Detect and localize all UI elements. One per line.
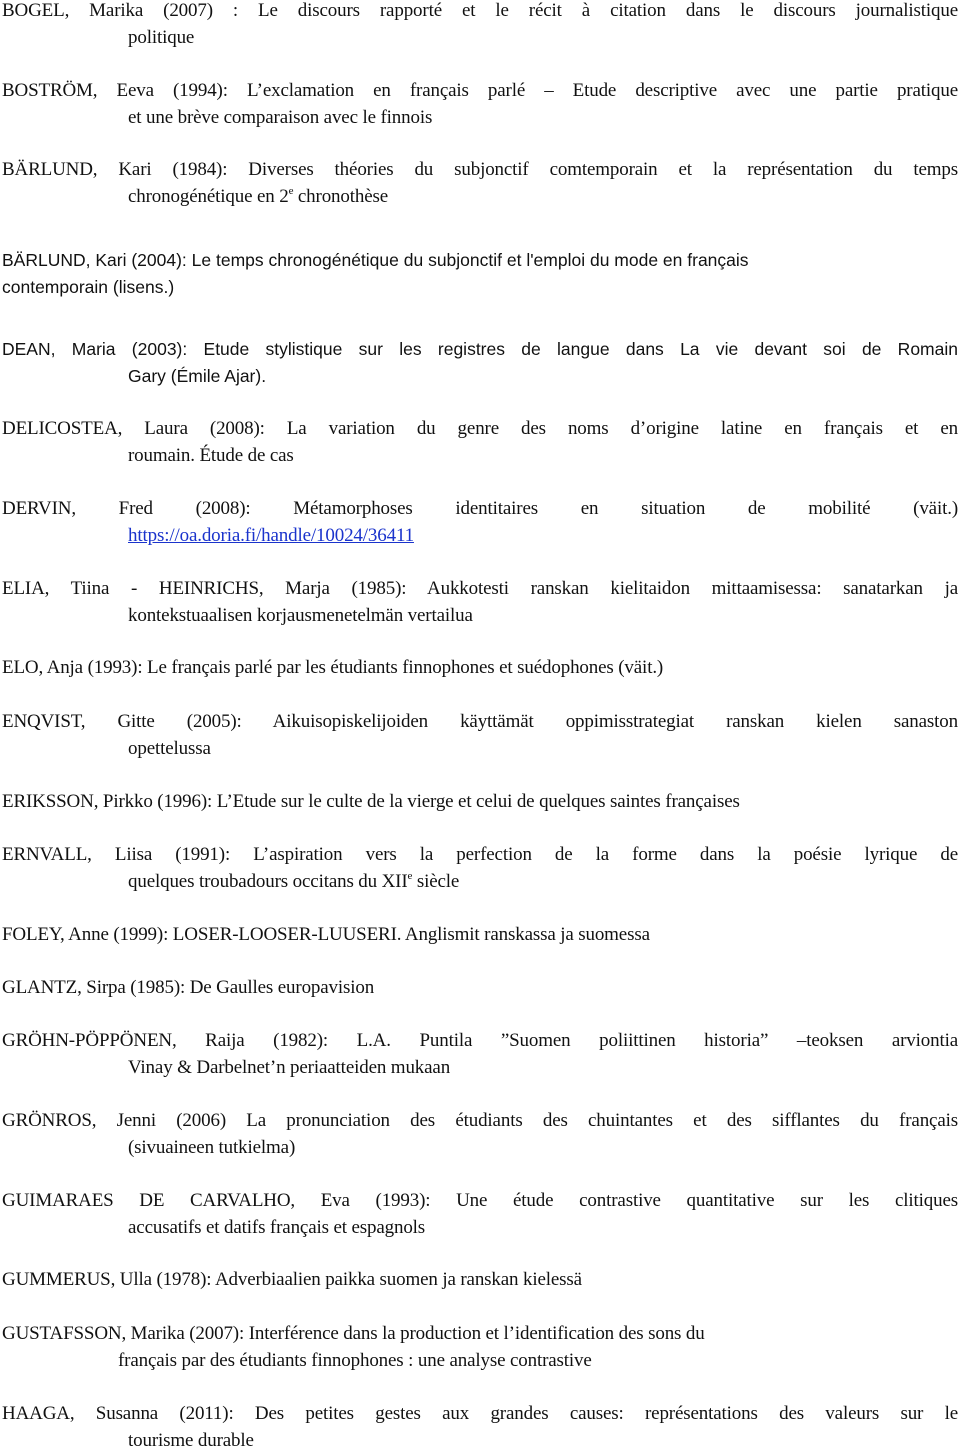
bibliography-entry <box>0 710 960 770</box>
entry-line: HAAGA, Susanna (2011): Des petites gestes aux grandes causes: représentations des valeurs sur le <box>2 1403 958 1424</box>
bibliography-entry <box>0 790 960 850</box>
entry-continuation: tourisme durable <box>128 1430 254 1451</box>
entry-line: GLANTZ, Sirpa (1985): De Gaulles europavision <box>2 977 375 998</box>
entry-line: GUMMERUS, Ulla (1978): Adverbiaalien paikka suomen ja ranskan kielessä <box>2 1269 582 1290</box>
bibliography-entry <box>0 976 960 1036</box>
thesis-link[interactable]: https://oa.doria.fi/handle/10024/36411 <box>128 525 414 546</box>
entry-continuation: accusatifs et datifs français et espagnols <box>128 1217 426 1238</box>
entry-text: quelques troubadours occitans du XII <box>128 871 408 892</box>
entry-line: DELICOSTEA, Laura (2008): La variation du genre des noms d’origine latine en français et en <box>2 418 958 439</box>
bibliography-entry <box>0 1268 960 1328</box>
bibliography-entry <box>0 1029 960 1089</box>
bibliography-entry <box>0 1322 960 1382</box>
bibliography-entry <box>0 158 960 218</box>
entry-line: DERVIN, Fred (2008): Métamorphoses identitaires en situation de mobilité (väit.) <box>2 498 958 519</box>
entry-line: ERIKSSON, Pirkko (1996): L’Etude sur le culte de la vierge et celui de quelques saintes françaises <box>2 791 740 812</box>
entry-line: FOLEY, Anne (1999): LOSER-LOOSER-LUUSERI. Anglismit ranskassa ja suomessa <box>2 924 650 945</box>
entry-continuation: opettelussa <box>128 738 211 759</box>
bibliography-entry <box>0 1402 960 1449</box>
entry-text: chronothèse <box>293 186 389 207</box>
entry-continuation <box>128 524 414 548</box>
entry-continuation: contemporain (lisens.) <box>2 277 175 297</box>
entry-text: chronogénétique en 2 <box>128 186 289 207</box>
entry-line: GUSTAFSSON, Marika (2007): Interférence dans la production et l’identification des sons du <box>2 1323 705 1344</box>
entry-line: GRÖNROS, Jenni (2006) La pronunciation des étudiants des chuintantes et des sifflantes du français <box>2 1110 958 1131</box>
bibliography-entry <box>0 1189 960 1249</box>
entry-continuation: (sivuaineen tutkielma) <box>128 1137 296 1158</box>
entry-continuation: français par des étudiants finnophones : une analyse contrastive <box>118 1350 592 1371</box>
bibliography-entry <box>0 417 960 477</box>
entry-continuation <box>128 870 459 894</box>
bibliography-entry <box>0 1109 960 1169</box>
entry-line: BOGEL, Marika (2007) : Le discours rapporté et le récit à citation dans le discours journalistique <box>2 0 958 21</box>
entry-line: ENQVIST, Gitte (2005): Aikuisopiskelijoiden käyttämät oppimisstrategiat ranskan kielen sanaston <box>2 711 958 732</box>
entry-continuation: kontekstuaalisen korjausmenetelmän vertailua <box>128 605 473 626</box>
entry-line: ELIA, Tiina - HEINRICHS, Marja (1985): Aukkotesti ranskan kielitaidon mittaamisessa: sanatarkan ja <box>2 578 958 599</box>
entry-line: ERNVALL, Liisa (1991): L’aspiration vers la perfection de la forme dans la poésie lyrique de <box>2 844 958 865</box>
bibliography-entry <box>0 656 960 716</box>
bibliography-entry <box>0 337 960 397</box>
bibliography-entry <box>0 0 960 59</box>
bibliography-entry <box>0 79 960 139</box>
entry-continuation: roumain. Étude de cas <box>128 445 294 466</box>
superscript: e <box>288 184 294 197</box>
entry-continuation: Gary (Émile Ajar). <box>128 366 267 386</box>
bibliography-entry <box>0 248 960 308</box>
entry-text: siècle <box>412 871 460 892</box>
bibliography-entry <box>0 923 960 983</box>
entry-line: BOSTRÖM, Eeva (1994): L’exclamation en français parlé – Etude descriptive avec une partie pratique <box>2 80 958 101</box>
bibliography-entry <box>0 577 960 637</box>
entry-line: GRÖHN-PÖPPÖNEN, Raija (1982): L.A. Puntila ”Suomen poliittinen historia” –teoksen arviontia <box>2 1030 958 1051</box>
entry-line: GUIMARAES DE CARVALHO, Eva (1993): Une étude contrastive quantitative sur les clitiques <box>2 1190 958 1211</box>
entry-continuation <box>128 185 388 209</box>
entry-continuation: et une brève comparaison avec le finnois <box>128 107 433 128</box>
entry-continuation: politique <box>128 27 195 48</box>
bibliography-entry <box>0 497 960 557</box>
superscript: e <box>407 869 413 882</box>
entry-continuation: Vinay & Darbelnet’n periaatteiden mukaan <box>128 1057 451 1078</box>
entry-line: ELO, Anja (1993): Le français parlé par les étudiants finnophones et suédophones (väit.) <box>2 657 664 678</box>
entry-line: BÄRLUND, Kari (2004): Le temps chronogénétique du subjonctif et l'emploi du mode en français <box>2 250 749 270</box>
bibliography-entry <box>0 843 960 903</box>
entry-line: BÄRLUND, Kari (1984): Diverses théories du subjonctif comtemporain et la représentation du temps <box>2 159 958 180</box>
entry-line: DEAN, Maria (2003): Etude stylistique sur les registres de langue dans La vie devant soi de Romain <box>2 339 958 359</box>
